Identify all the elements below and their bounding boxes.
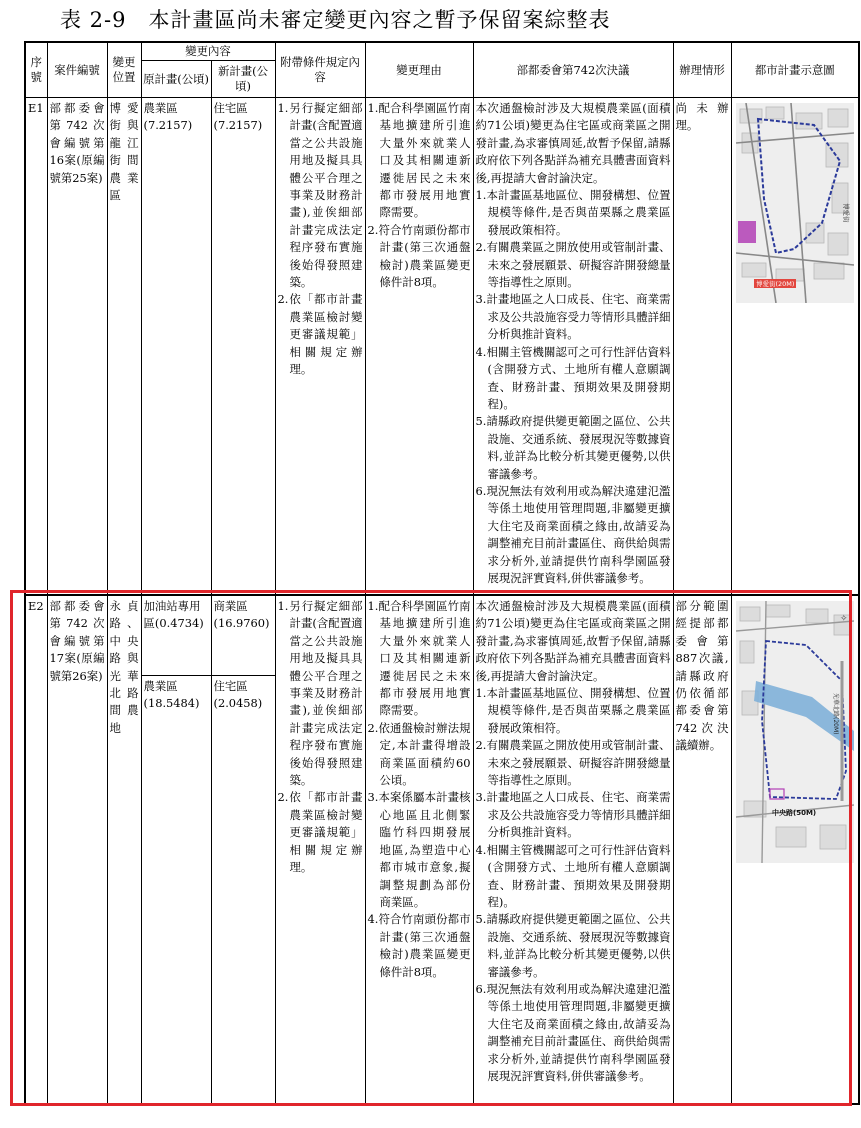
map-side-label-e2: 光華北路(20M)	[831, 693, 839, 735]
map-side-label-e1: 博愛街	[841, 203, 850, 223]
summary-table	[24, 41, 860, 1105]
list-item: 4.相關主管機關認可之可行性評估資料(含開發方式、土地所有權人意願調查、財務計畫、預期效果及開發期程)。	[475, 344, 671, 411]
header-location: 變更位置	[107, 42, 141, 98]
list-item: 3.計畫地區之人口成長、住宅、商業需求及公共設施容受力等情形具體詳細分析與推計資料。	[475, 790, 671, 840]
list-item: 1.另行擬定細部計畫(含配置適當之公共設施用地及擬具具體公平合理之事業及財務計畫),並俟細部計畫完成法定程序發布實施後始得發照建築。	[277, 101, 363, 290]
row-case-no: 部都委會第742次會編號第16案(原編號第25案)	[47, 98, 107, 596]
svg-text:✧: ✧	[839, 614, 848, 624]
list-item: 1.本計畫區基地區位、開發構想、位置規模等條件,是否與苗栗縣之農業區發展政策相符。	[475, 686, 671, 735]
header-new-plan: 新計畫(公頃)	[211, 61, 275, 98]
list-item: 5.請縣政府提供變更範圍之區位、公共設施、交通系統、發展現況等數據資料,並詳為比較分析其變更優勢,以供審議參考。	[475, 414, 671, 481]
header-reason: 變更理由	[365, 42, 473, 98]
map-thumbnail-e1	[736, 103, 854, 303]
parcel-marker-e1	[738, 221, 756, 243]
header-original-plan: 原計畫(公頃)	[141, 61, 211, 98]
row-conditions	[275, 595, 365, 1104]
row-seq: E1	[25, 98, 47, 596]
list-item: 2.有關農業區之開放使用或管制計畫、未來之發展願景、研擬容許開發總量等指導性之原則。	[475, 738, 671, 788]
row-decision	[473, 98, 673, 596]
row-map	[731, 98, 859, 596]
row-new-plan: 住宅區(7.2157)	[211, 98, 275, 596]
header-conditions: 附帶條件規定內容	[275, 42, 365, 98]
row-decision	[473, 595, 673, 1104]
list-item: 2.符合竹南頭份都市計畫(第三次通盤檢討)農業區變更條件計8項。	[367, 222, 471, 290]
header-decision: 部都委會第742次決議	[473, 42, 673, 98]
row-map	[731, 595, 859, 1104]
list-item: 1.另行擬定細部計畫(含配置適當之公共設施用地及擬具具體公平合理之事業及財務計畫),並俟細部計畫完成法定程序發布實施後始得發照建築。	[277, 599, 363, 788]
map-thumbnail-e2	[736, 601, 854, 863]
row-status: 尚未辦理。	[673, 98, 731, 596]
list-item: 2.依通盤檢討辦法規定,本計畫得增設商業區面積約60公頃。	[367, 720, 471, 788]
row-original-plan: 農業區(7.2157)	[141, 98, 211, 596]
row-case-no: 部都委會第742次會編號第17案(原編號第26案)	[47, 595, 107, 1104]
row-seq: E2	[25, 595, 47, 1104]
row-original-plan: 加油站專用區(0.4734)	[141, 595, 211, 675]
list-item: 2.依「都市計畫農業區檢討變更審議規範」相關規定辦理。	[277, 790, 363, 875]
table-row	[25, 98, 859, 596]
table-title: 表 2-9 本計畫區尚未審定變更內容之暫予保留案綜整表	[60, 8, 611, 32]
list-item: 4.符合竹南頭份都市計畫(第三次通盤檢討)農業區變更條件計8項。	[367, 912, 471, 979]
row-status: 部分範圍經提部都委會第887次議,請縣政府仍依循部都委會第742次決議續辦。	[673, 595, 731, 1104]
list-item: 2.有關農業區之開放使用或管制計畫、未來之發展願景、研擬容許開發總量等指導性之原則。	[475, 240, 671, 290]
list-item: 1.配合科學園區竹南基地擴建所引進大量外來就業人口及其相關連新遷徙居民之未來都市發展用地實際需要。	[367, 599, 471, 718]
list-item: 3.本案係屬本計畫核心地區且北側緊臨竹科四期發展地區,為塑造中心都市城市意象,擬調整規劃為部份商業區。	[367, 790, 471, 909]
row-location: 博愛街與龍江街間農業區	[107, 98, 141, 596]
header-seq: 序號	[25, 42, 47, 98]
row-new-plan: 商業區(16.9760)	[211, 595, 275, 675]
list-item: 4.相關主管機關認可之可行性評估資料(含開發方式、土地所有權人意願調查、財務計畫、預期效果及開發期程)。	[475, 842, 671, 909]
header-status: 辦理情形	[673, 42, 731, 98]
header-change-content: 變更內容	[141, 42, 275, 61]
row-reason	[365, 595, 473, 1104]
header-case-no: 案件編號	[47, 42, 107, 98]
decision-intro: 本次通盤檢討涉及大規模農業區(面積約71公頃)變更為住宅區或商業區之開發計畫,為求審慎周延,故暫予保留,請縣政府依下列各點詳為補充具體書面資料後,再提請大會討論決定。	[475, 101, 671, 185]
list-item: 2.依「都市計畫農業區檢討變更審議規範」相關規定辦理。	[277, 292, 363, 377]
decision-intro: 本次通盤檢討涉及大規模農業區(面積約71公頃)變更為住宅區或商業區之開發計畫,為求審慎周延,故暫予保留,請縣政府依下列各點詳為補充具體書面資料後,再提請大會討論決定。	[475, 599, 671, 683]
row-reason	[365, 98, 473, 596]
row-original-plan: 農業區(18.5484)	[141, 675, 211, 1104]
row-conditions	[275, 98, 365, 596]
list-item: 3.計畫地區之人口成長、住宅、商業需求及公共設施容受力等情形具體詳細分析與推計資料。	[475, 292, 671, 342]
header-map: 都市計畫示意圖	[731, 42, 859, 98]
row-location: 永貞路、中央路與光華北路間農地	[107, 595, 141, 1104]
list-item: 6.現況無法有效利用或為解決違建氾濫等係土地使用管理問題,非屬變更擴大住宅及商業面積之緣由,故請妥為調整補充目前計畫區住、商供給與需求分析外,並請提供竹南科學園區發展現況評實資料,併供審議參考。	[475, 981, 671, 1083]
list-item: 5.請縣政府提供變更範圍之區位、公共設施、交通系統、發展現況等數據資料,並詳為比較分析其變更優勢,以供審議參考。	[475, 912, 671, 979]
list-item: 6.現況無法有效利用或為解決違建氾濫等係土地使用管理問題,非屬變更擴大住宅及商業面積之緣由,故請妥為調整補充目前計畫區住、商供給與需求分析外,並請提供竹南科學園區發展現況評實資料,併供審議參考。	[475, 483, 671, 585]
table-row	[25, 595, 859, 675]
row-new-plan: 住宅區(2.0458)	[211, 675, 275, 1104]
list-item: 1.本計畫區基地區位、開發構想、位置規模等條件,是否與苗栗縣之農業區發展政策相符。	[475, 188, 671, 237]
map-label-e2: 中央路(50M)	[771, 809, 816, 817]
map-label-e1: 博愛街(20M)	[755, 280, 795, 288]
list-item: 1.配合科學園區竹南基地擴建所引進大量外來就業人口及其相關連新遷徙居民之未來都市發展用地實際需要。	[367, 101, 471, 220]
